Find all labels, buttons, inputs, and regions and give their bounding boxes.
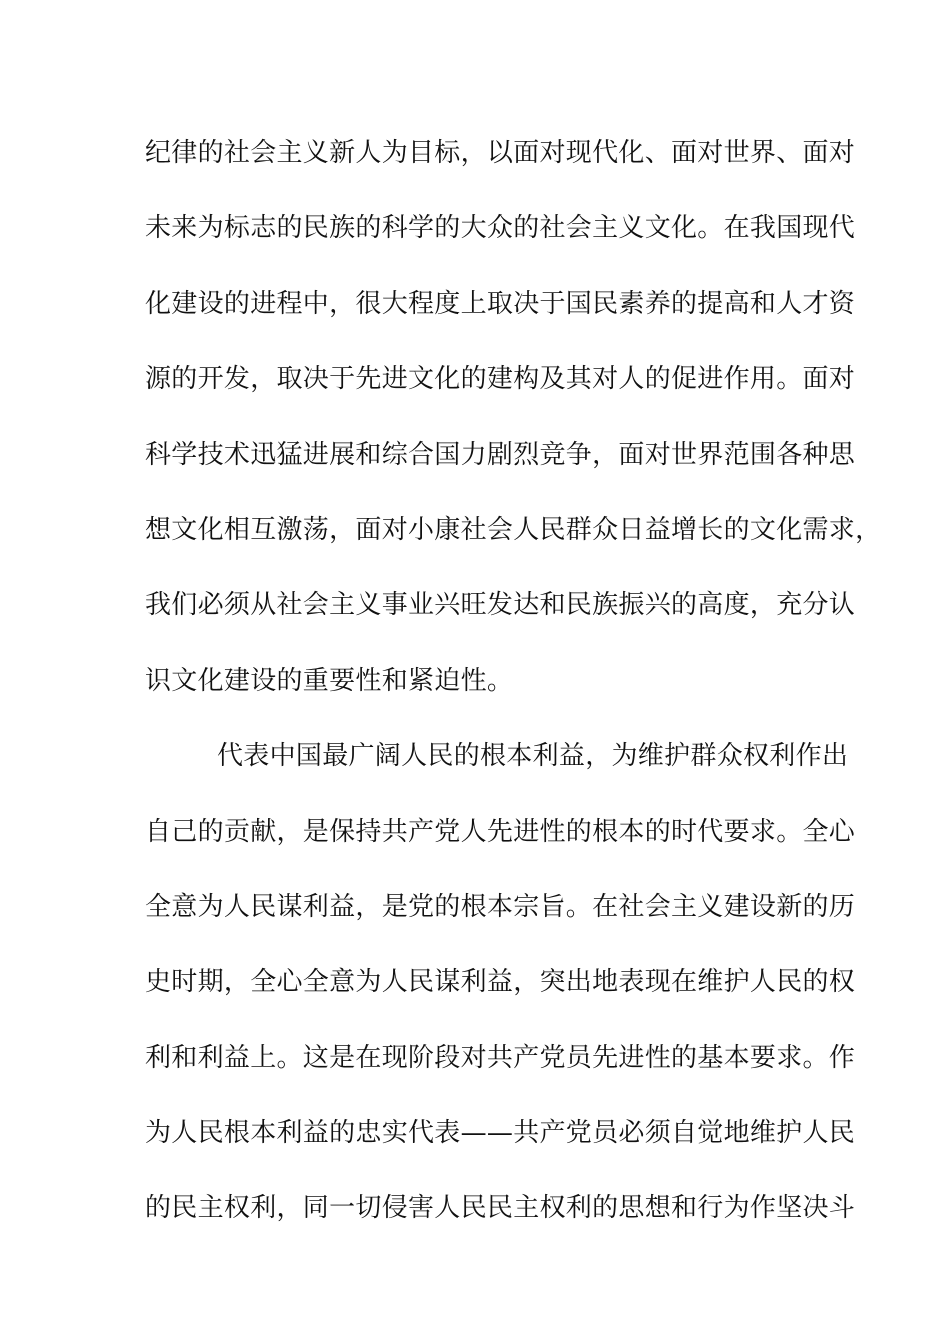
text-line: 识文化建设的重要性和紧迫性。 — [145, 665, 514, 696]
text-line: 想文化相互激荡，面对小康社会人民群众日益增长的文化需求， — [145, 514, 882, 545]
text-line: 的民主权利，同一切侵害人民民主权利的思想和行为作坚决斗 — [145, 1193, 856, 1224]
text-line: 纪律的社会主义新人为目标，以面对现代化、面对世界、面对 — [145, 138, 856, 168]
text-line: 为人民根本利益的忠实代表——共产党员必须自觉地维护人民 — [145, 1118, 856, 1149]
text-line: 自己的贡献，是保持共产党人先进性的根本的时代要求。全心 — [145, 816, 856, 847]
text-line: 利和利益上。这是在现阶段对共产党员先进性的基本要求。作 — [145, 1042, 856, 1073]
text-line: 全意为人民谋利益，是党的根本宗旨。在社会主义建设新的历 — [145, 891, 856, 922]
text-line: 史时期，全心全意为人民谋利益，突出地表现在维护人民的权 — [145, 967, 856, 998]
body-text — [145, 130, 882, 1261]
text-line: 未来为标志的民族的科学的大众的社会主义文化。在我国现代 — [145, 213, 856, 244]
text-line: 科学技术迅猛进展和综合国力剧烈竞争，面对世界范围各种思 — [145, 439, 856, 470]
paragraph-start-line: 代表中国最广阔人民的根本利益，为维护群众权利作出 — [217, 741, 849, 772]
text-line: 我们必须从社会主义事业兴旺发达和民族振兴的高度，充分认 — [145, 590, 856, 621]
text-line: 源的开发，取决于先进文化的建构及其对人的促进作用。面对 — [145, 364, 856, 395]
text-line: 化建设的进程中，很大程度上取决于国民素养的提高和人才资 — [145, 288, 856, 319]
